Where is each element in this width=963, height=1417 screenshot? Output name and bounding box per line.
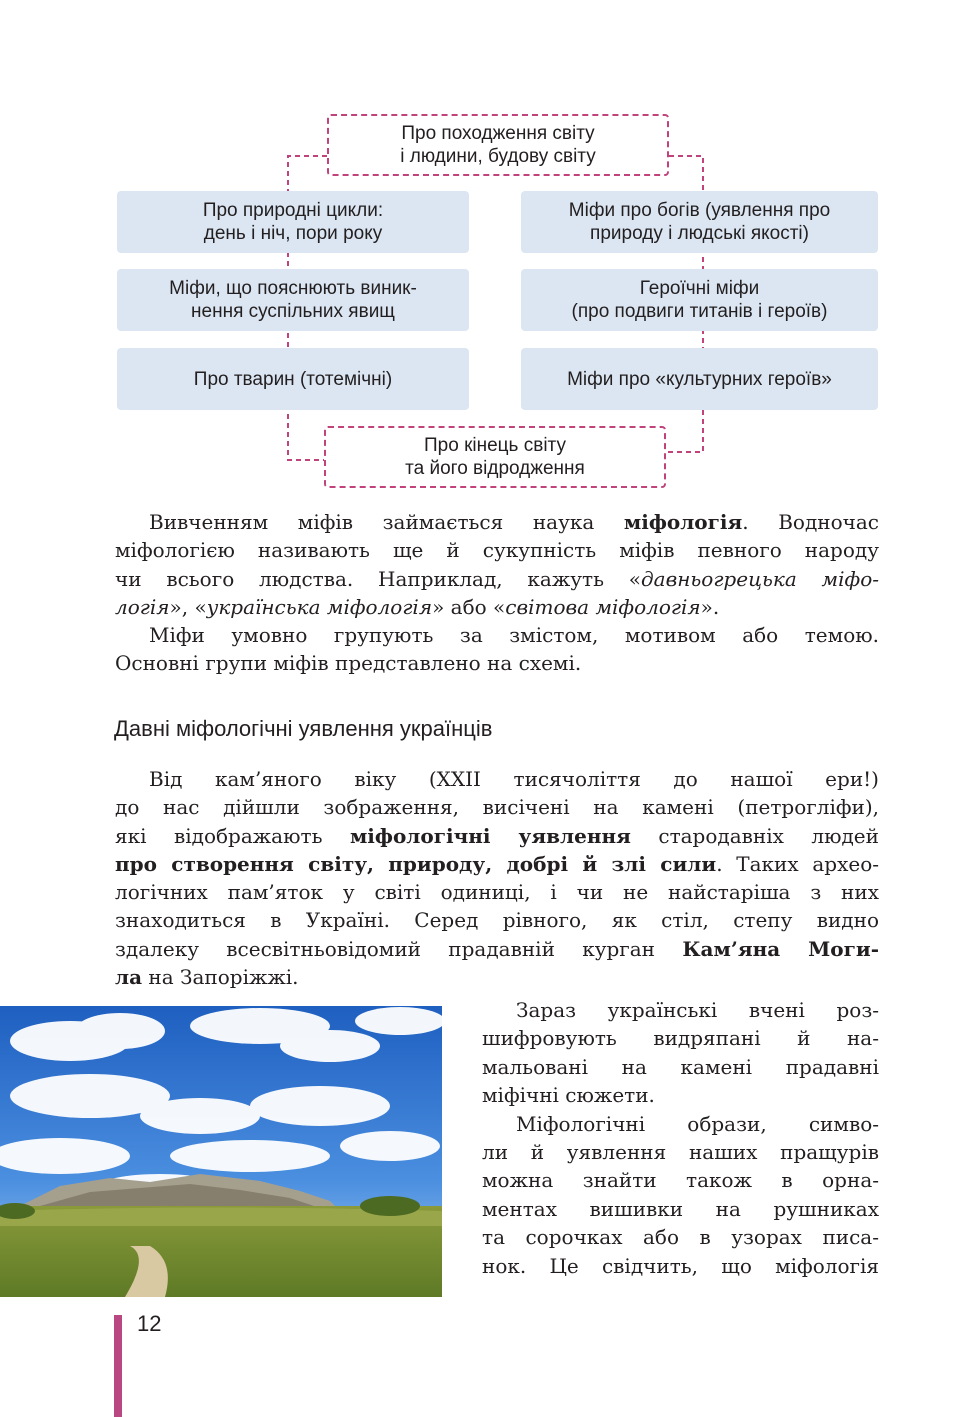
p1-line-3 [115, 565, 879, 593]
diagram-right-2-line-1: Героїчні міфи [639, 278, 760, 299]
section-heading: Давні міфологічні уявлення українців [114, 716, 493, 741]
p1-text: », « [169, 594, 207, 619]
side-line-1: Зараз українські вчені роз- [516, 998, 879, 1022]
example-greek-mythology-end: логія [115, 594, 170, 619]
diagram-right-3-line-1: Міфи про «культурних героїв» [567, 368, 832, 390]
p3-text: здалеку всесвітньовідомий прадавній курган [115, 936, 683, 961]
p1-line-1 [115, 508, 879, 536]
p1-text: . Водночас [742, 510, 879, 534]
diagram-left-2-line-2: нення суспільних явищ [191, 301, 395, 322]
term-mythological-ideas: міфологічні уявлення [349, 823, 631, 848]
side-line-10: нок. Це свідчить, що міфологія [482, 1253, 879, 1278]
diagram-left-3-line-1: Про тварин (тотемічні) [193, 368, 393, 390]
p1-line-4 [115, 593, 879, 621]
p3-line-8 [115, 963, 879, 991]
diagram-left-box-1 [117, 191, 469, 253]
diagram-right-box-2 [521, 269, 878, 331]
side-line-5: Міфологічні образи, симво- [516, 1111, 879, 1136]
kamiana-mohyla-photo [0, 1006, 442, 1297]
side-line-7: можна знайти також в орна- [482, 1168, 879, 1193]
term-mythology: міфологія [623, 510, 743, 534]
side-line-9: та сорочках або в узорах писа- [482, 1225, 879, 1250]
diagram-right-box-1 [521, 191, 878, 253]
p3-line-1: Від кам’яного віку (XXII тисячоліття до нашої ери!) [149, 767, 879, 791]
side-line-2: шифровують видряпані й на- [482, 1026, 879, 1051]
diagram-bottom-line-1: Про кінець світу [424, 435, 566, 456]
p3-line-7 [115, 935, 879, 963]
p3-line-2: до нас дійшли зображення, висічені на камені (петрогліфи), [115, 795, 879, 820]
p1-text: Вивченням міфів займається наука [149, 510, 624, 534]
diagram-top-box [327, 114, 669, 176]
p1-text: » або « [432, 594, 506, 619]
diagram-right-2-line-2: (про подвиги титанів і героїв) [571, 301, 828, 322]
term-creation-of-world: про створення світу, природу, добрі й злі сили [115, 851, 717, 876]
diagram-right-1-line-1: Міфи про богів (уявлення про [568, 200, 831, 221]
diagram-bottom-box [324, 426, 666, 488]
p1-text: чи всього людства. Наприклад, кажуть « [115, 566, 641, 591]
term-stone-grave: Кам’яна Моги- [682, 936, 879, 961]
paragraph-petroglyphs [115, 765, 879, 991]
p2-line-2: Основні групи міфів представлено на схемі. [115, 651, 582, 676]
p3-line-4 [115, 850, 879, 878]
diagram-right-box-3 [521, 348, 878, 410]
term-stone-grave-end: ла [115, 965, 143, 990]
example-ukrainian-mythology: українська міфологія [206, 594, 433, 619]
myth-groups-diagram [0, 0, 963, 500]
side-line-3: мальовані на камені прадавні [482, 1054, 879, 1079]
p3-line-6: знаходиться в Україні. Серед рівного, як стіл, степу видно [115, 908, 879, 933]
side-line-4: міфічні сюжети. [482, 1083, 655, 1108]
page-accent-bar [114, 1315, 122, 1417]
p3-line-3 [115, 822, 879, 850]
p3-text: стародавніх людей [630, 823, 879, 848]
side-line-8: ментах вишивки на рушниках [482, 1196, 879, 1221]
diagram-right-1-line-2: природу і людські якості) [590, 223, 809, 244]
diagram-left-box-3 [117, 348, 469, 410]
p3-text: які відображають [115, 823, 350, 848]
diagram-top-line-2: і людини, будову світу [400, 146, 596, 167]
example-greek-mythology: давньогрецька міфо- [640, 566, 879, 591]
example-world-mythology: світова міфологія [505, 594, 701, 619]
diagram-left-2-line-1: Міфи, що пояснюють виник- [169, 278, 417, 299]
side-line-6: ли й уявлення наших пращурів [482, 1140, 879, 1165]
p3-text: на Запоріжжі. [142, 965, 299, 990]
p3-line-5: логічних пам’яток у світі одиниці, і чи не найстаріша з них [115, 880, 879, 905]
p2-line-1: Міфи умовно групують за змістом, мотивом або темою. [149, 623, 879, 648]
p1-line-2: міфологією називають ще й сукупність міфів певного народу [115, 538, 879, 563]
diagram-left-1-line-1: Про природні цикли: [202, 200, 384, 221]
side-column-text [482, 996, 879, 1280]
landscape-illustration [0, 1006, 442, 1297]
paragraph-mythology-definition [115, 508, 879, 678]
diagram-left-1-line-2: день і ніч, пори року [203, 223, 383, 244]
diagram-bottom-line-2: та його відродження [405, 458, 585, 479]
page-number: 12 [137, 1311, 162, 1336]
diagram-top-line-1: Про походження світу [401, 123, 595, 144]
p3-text: . Таких архео- [716, 851, 879, 876]
diagram-left-box-2 [117, 269, 469, 331]
p1-text: ». [700, 594, 720, 619]
